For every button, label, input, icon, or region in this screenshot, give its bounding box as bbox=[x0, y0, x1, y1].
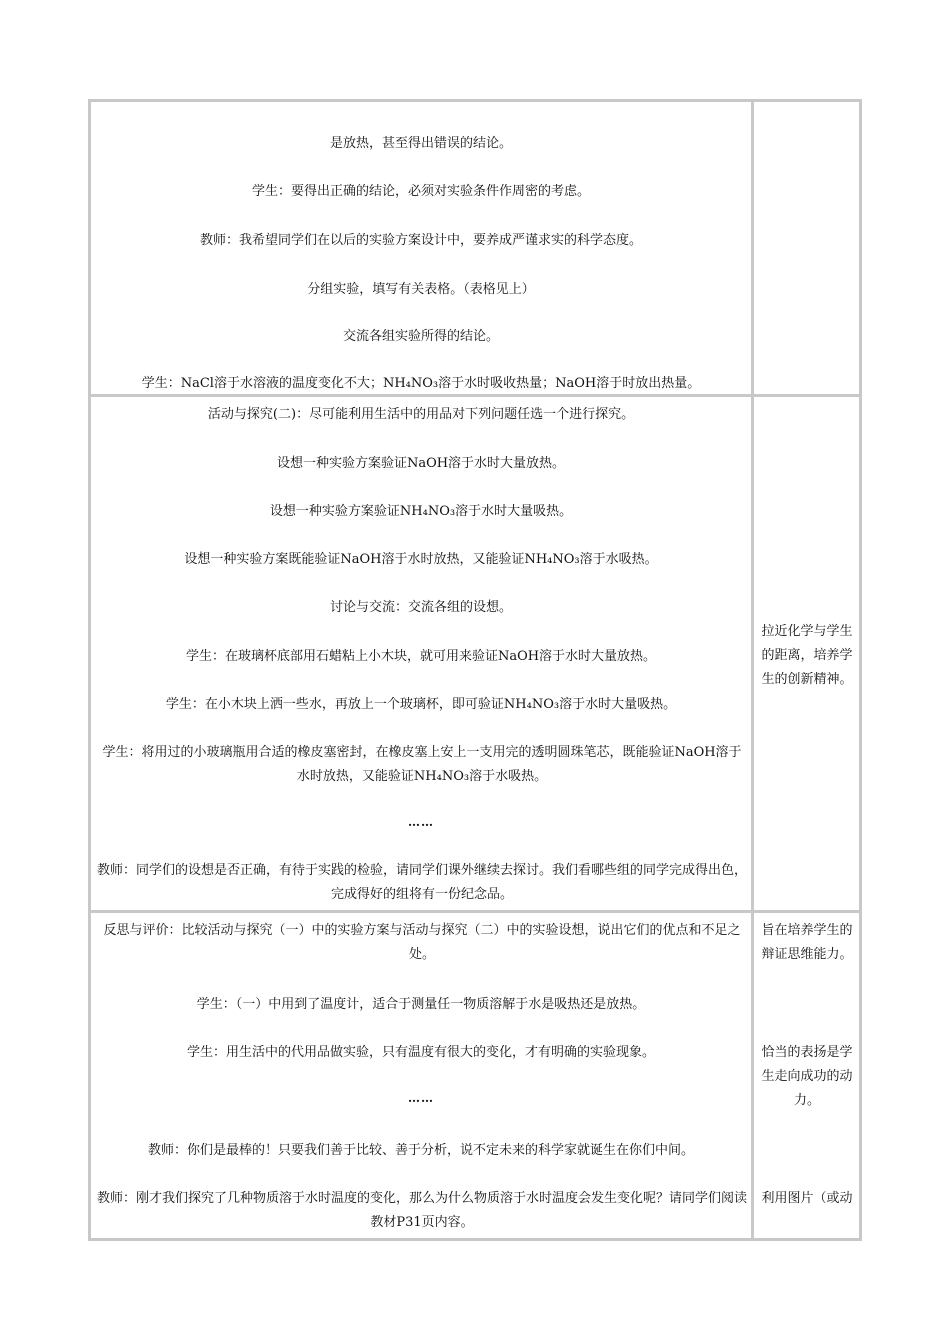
row2-line-2: 设想一种实验方案验证NaOH溶于水时大量放热。 bbox=[276, 456, 566, 471]
row2-line-1: 活动与探究(二)：尽可能利用生活中的用品对下列问题任选一个进行探究。 bbox=[207, 407, 635, 422]
table-row-2 bbox=[91, 397, 859, 910]
row1-line-3: 教师：我希望同学们在以后的实验方案设计中，要养成严谨求实的科学态度。 bbox=[199, 233, 642, 248]
row2-note-cell bbox=[755, 397, 859, 910]
table-row-3 bbox=[91, 913, 859, 1238]
row1-line-4: 分组实验，填写有关表格。（表格见上） bbox=[307, 282, 535, 297]
row3-line-1: 反思与评价：比较活动与探究（一）中的实验方案与活动与探究（二）中的实验设想，说出它们的优点和不足之处。 bbox=[103, 923, 741, 962]
row3-line-6: 教师：刚才我们探究了几种物质溶于水时温度的变化，那么为什么物质溶于水时温度会发生变化呢？请同学们阅读教材P31页内容。 bbox=[97, 1191, 748, 1230]
row2-line-3: 设想一种实验方案验证NH₄NO₃溶于水时大量吸热。 bbox=[269, 504, 573, 519]
row3-line-5: 教师：你们是最棒的！只要我们善于比较、善于分析，说不定未来的科学家就诞生在你们中间。 bbox=[147, 1143, 694, 1158]
row3-line-2: 学生：（一）中用到了温度计，适合于测量任一物质溶解于水是吸热还是放热。 bbox=[196, 997, 646, 1012]
row2-line-4: 设想一种实验方案既能验证NaOH溶于水时放热，又能验证NH₄NO₃溶于水吸热。 bbox=[184, 552, 658, 567]
row3-note-cell bbox=[755, 913, 859, 1238]
row1-line-5: 交流各组实验所得的结论。 bbox=[342, 329, 499, 344]
row2-line-8: 学生：将用过的小玻璃瓶用合适的橡皮塞密封，在橡皮塞上安上一支用完的透明圆珠笔芯，既能验证NaOH溶于水时放热，又能验证NH₄NO₃溶于水吸热。 bbox=[102, 745, 742, 784]
row3-note-3: 利用图片（或动 bbox=[761, 1191, 853, 1206]
row3-line-3: 学生：用生活中的代用品做实验，只有温度有很大的变化，才有明确的实验现象。 bbox=[186, 1045, 655, 1060]
row2-line-7: 学生：在小木块上洒一些水，再放上一个玻璃杯，即可验证NH₄NO₃溶于水时大量吸热。 bbox=[165, 697, 677, 712]
row3-note-1: 旨在培养学生的辩证思维能力。 bbox=[761, 923, 853, 962]
row1-line-2: 学生：要得出正确的结论，必须对实验条件作周密的考虑。 bbox=[251, 184, 590, 199]
row2-line-6: 学生：在玻璃杯底部用石蜡粘上小木块，就可用来验证NaOH溶于水时大量放热。 bbox=[185, 649, 657, 664]
row2-note: 拉近化学与学生的距离，培养学生的创新精神。 bbox=[761, 624, 853, 687]
table-row-1 bbox=[91, 102, 859, 394]
row2-ellipsis: …… bbox=[408, 815, 434, 829]
row3-ellipsis: …… bbox=[408, 1091, 434, 1105]
row2-line-5: 讨论与交流：交流各组的设想。 bbox=[329, 600, 512, 615]
row1-line-1: 是放热，甚至得出错误的结论。 bbox=[329, 136, 512, 151]
row2-line-10: 教师：同学们的设想是否正确，有待于实践的检验，请同学们课外继续去探讨。我们看哪些组的同学完成得出色，完成得好的组将有一份纪念品。 bbox=[97, 863, 748, 902]
lesson-table bbox=[88, 99, 862, 1241]
row1-line-6: 学生：NaCl溶于水溶液的温度变化不大；NH₄NO₃溶于水时吸收热量；NaOH溶于时放出热量。 bbox=[141, 376, 701, 391]
row3-note-2: 恰当的表扬是学生走向成功的动力。 bbox=[761, 1045, 853, 1108]
